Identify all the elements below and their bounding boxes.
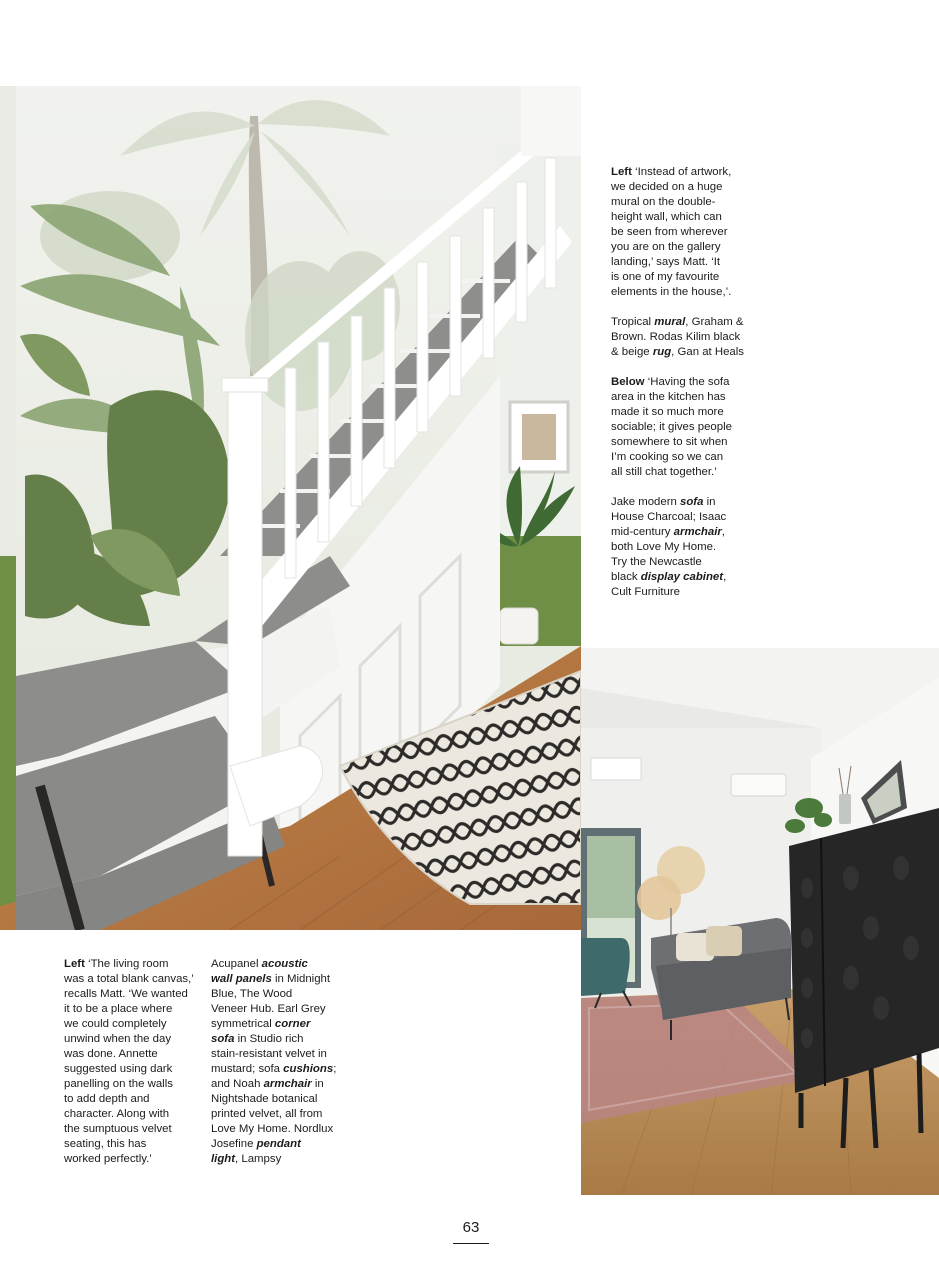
credits-mural-rug: Tropical mural, Graham & Brown. Rodas Kilim black & beige rug, Gan at Heals [611,316,744,358]
caption-below-paragraph: Below ‘Having the sofa area in the kitchen has made it so much more sociable; it gives people somewhere to sit when I’m cooking so we can all still chat together.’ [611,376,732,478]
credits-sofa-cabinet: Jake modern sofa in House Charcoal; Isaac mid-century armchair, both Love My Home. Try the Newcastle black display cabinet, Cult Furniture [611,496,727,598]
sofa-area-photo [581,648,939,1195]
sofa-area-illustration [581,648,939,1195]
caption-right-column [611,165,761,600]
page-number: 63 [462,1219,480,1236]
staircase-illustration [0,86,581,930]
caption-living-room: Left ‘The living room was a total blank canvas,’ recalls Matt. ‘We wanted it to be a place where we could completely unwind when the day was done. Annette suggested using dark panelling on the walls to add depth and character. Along with the sumptuous velvet seating, this has worked perfectly.’ [64,958,194,1165]
caption-left-label: Left [611,166,632,178]
caption-living-room-label: Left [64,958,85,970]
caption-below-label: Below [611,376,645,388]
staircase-photo [0,86,581,930]
caption-left-paragraph: Left ‘Instead of artwork, we decided on a huge mural on the double- height wall, which can be seen from wherever you are on the gallery landing,’ says Matt. ‘It is one of my favourite elements in the house,’. [611,166,732,298]
page-number-rule [453,1243,489,1244]
credits-living-room: Acupanel acoustic wall panels in Midnight Blue, The Wood Veneer Hub. Earl Grey symmetrical corner sofa in Studio rich stain-resistant velvet in mustard; sofa cushions; and Noah armchair in Nightshade botanical printed velvet, all from Love My Home. Nordlux Josefine pendant light, Lampsy [211,958,337,1165]
